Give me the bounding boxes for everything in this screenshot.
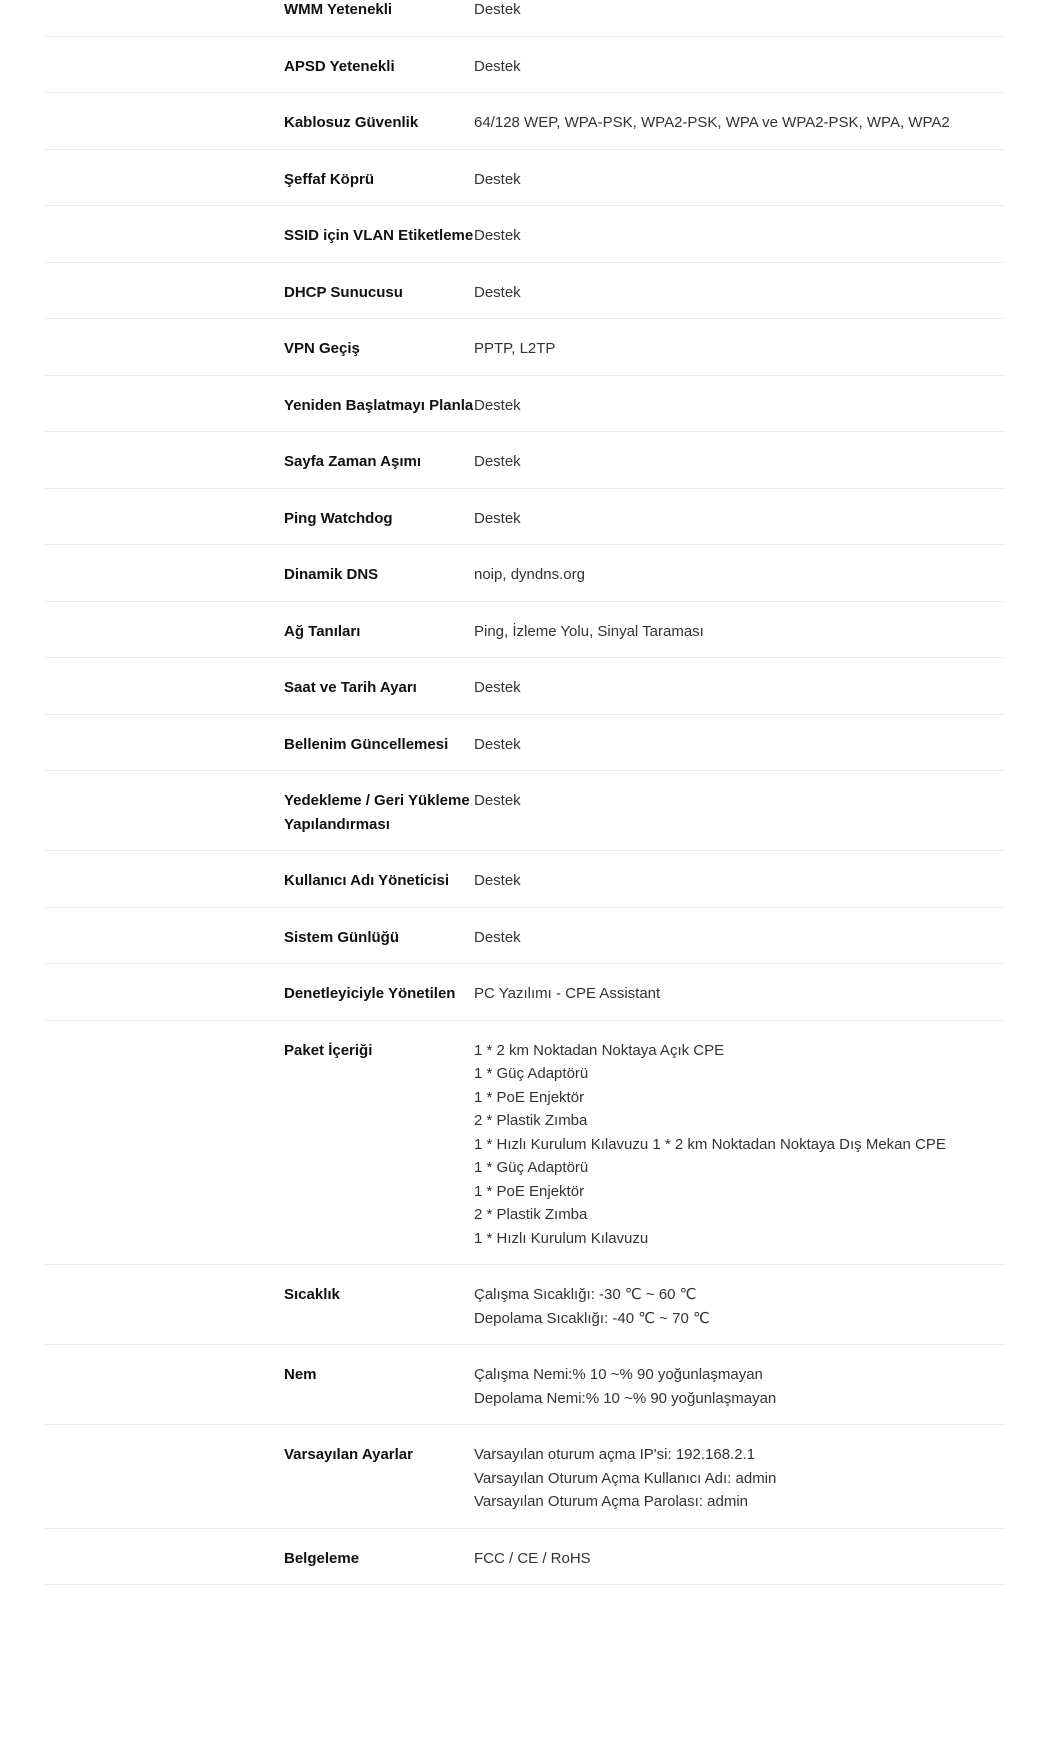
spec-value-line: Depolama Nemi:% 10 ~% 90 yoğunlaşmayan	[474, 1389, 777, 1407]
spec-label: Sistem Günlüğü	[284, 928, 400, 946]
spec-label: SSID için VLAN Etiketleme	[284, 227, 474, 244]
spec-label: Yeniden Başlatmayı Planla	[284, 396, 474, 414]
spec-value	[474, 111, 1005, 135]
spec-label: WMM Yetenekli	[284, 1, 393, 18]
spec-label: Bellenim Güncellemesi	[284, 735, 449, 753]
spec-label: Yedekleme / Geri Yükleme Yapılandırması	[284, 792, 470, 833]
spec-value	[474, 926, 1005, 950]
spec-value	[474, 450, 1005, 474]
spec-row	[45, 851, 1005, 908]
spec-row	[45, 1265, 1005, 1345]
spec-value	[474, 869, 1005, 893]
spec-value-line: PPTP, L2TP	[474, 340, 556, 357]
spec-label: DHCP Sunucusu	[284, 283, 403, 301]
spec-value-line: Depolama Sıcaklığı: -40 ℃ ~ 70 ℃	[474, 1309, 710, 1327]
spec-value-line: Çalışma Sıcaklığı: -30 ℃ ~ 60 ℃	[474, 1286, 697, 1303]
spec-label: APSD Yetenekli	[284, 57, 395, 75]
spec-label: Sıcaklık	[284, 1286, 340, 1303]
spec-value-line: Destek	[474, 57, 521, 75]
spec-value-line: 64/128 WEP, WPA-PSK, WPA2-PSK, WPA ve WPA2-PSK, WPA, WPA2	[474, 114, 950, 131]
spec-label: Nem	[284, 1366, 317, 1383]
spec-value	[474, 337, 1005, 361]
spec-label: Saat ve Tarih Ayarı	[284, 679, 417, 696]
spec-value	[474, 1443, 1005, 1514]
spec-row	[45, 376, 1005, 433]
spec-value-line: 2 * Plastik Zımba	[474, 1206, 588, 1223]
spec-value	[474, 1039, 1005, 1251]
spec-value-line: Destek	[474, 1, 521, 18]
spec-value	[474, 224, 1005, 248]
spec-value	[474, 55, 1005, 79]
spec-row	[45, 1529, 1005, 1586]
spec-value-line: 1 * Güç Adaptörü	[474, 1159, 589, 1176]
spec-value	[474, 620, 1005, 644]
spec-value	[474, 507, 1005, 531]
spec-row	[45, 658, 1005, 715]
spec-value-line: 1 * Güç Adaptörü	[474, 1065, 589, 1082]
spec-label: Belgeleme	[284, 1549, 360, 1567]
spec-value	[474, 168, 1005, 192]
spec-label: Paket İçeriği	[284, 1041, 373, 1059]
spec-value-line: Varsayılan Oturum Açma Parolası: admin	[474, 1493, 748, 1510]
spec-value	[474, 281, 1005, 305]
spec-value-line: Destek	[474, 509, 521, 527]
spec-value	[474, 733, 1005, 757]
spec-label: VPN Geçiş	[284, 340, 360, 357]
spec-value	[474, 563, 1005, 587]
spec-value-line: 2 * Plastik Zımba	[474, 1112, 588, 1129]
spec-value-line: 1 * PoE Enjektör	[474, 1182, 585, 1200]
spec-row	[45, 150, 1005, 207]
spec-value-line: 1 * PoE Enjektör	[474, 1088, 585, 1106]
spec-row	[45, 1345, 1005, 1425]
spec-value-line: Destek	[474, 283, 521, 301]
spec-row	[45, 1425, 1005, 1529]
spec-value	[474, 1547, 1005, 1571]
spec-label: Ping Watchdog	[284, 509, 393, 527]
spec-value-line: PC Yazılımı - CPE Assistant	[474, 985, 661, 1002]
spec-value-line: Destek	[474, 453, 521, 470]
spec-value	[474, 982, 1005, 1006]
spec-value-line: Destek	[474, 396, 521, 414]
spec-value-line: Destek	[474, 928, 521, 946]
spec-value	[474, 1363, 1005, 1410]
spec-row	[45, 206, 1005, 263]
spec-value-line: 1 * 2 km Noktadan Noktaya Açık CPE	[474, 1041, 725, 1059]
spec-value-line: Destek	[474, 872, 521, 889]
spec-row	[45, 319, 1005, 376]
spec-label: Sayfa Zaman Aşımı	[284, 453, 421, 470]
spec-value-line: Ping, İzleme Yolu, Sinyal Taraması	[474, 622, 704, 640]
spec-value	[474, 394, 1005, 418]
spec-value-line: 1 * Hızlı Kurulum Kılavuzu 1 * 2 km Noktadan Noktaya Dış Mekan CPE	[474, 1135, 946, 1153]
spec-row	[45, 715, 1005, 772]
spec-table	[45, 0, 1005, 1585]
spec-row	[45, 432, 1005, 489]
spec-label: Kablosuz Güvenlik	[284, 114, 419, 131]
spec-value-line: Varsayılan Oturum Açma Kullanıcı Adı: admin	[474, 1469, 777, 1487]
spec-label: Dinamik DNS	[284, 566, 379, 583]
spec-label: Kullanıcı Adı Yöneticisi	[284, 872, 450, 889]
spec-row	[45, 545, 1005, 602]
spec-value-line: Destek	[474, 792, 521, 809]
spec-value-line: noip, dyndns.org	[474, 566, 585, 583]
spec-label: Ağ Tanıları	[284, 622, 361, 640]
spec-value-line: Varsayılan oturum açma IP'si: 192.168.2.1	[474, 1446, 756, 1463]
spec-value	[474, 789, 1005, 813]
spec-value-line: Destek	[474, 170, 521, 188]
spec-value	[474, 676, 1005, 700]
spec-value-line: Destek	[474, 679, 521, 696]
spec-row	[45, 602, 1005, 659]
spec-row	[45, 964, 1005, 1021]
spec-label: Şeffaf Köprü	[284, 170, 374, 188]
spec-row	[45, 0, 1005, 37]
spec-value-line: Destek	[474, 227, 521, 244]
spec-value-line: FCC / CE / RoHS	[474, 1549, 591, 1567]
spec-row	[45, 93, 1005, 150]
spec-value	[474, 1283, 1005, 1330]
spec-row	[45, 263, 1005, 320]
spec-row	[45, 489, 1005, 546]
spec-label: Varsayılan Ayarlar	[284, 1446, 413, 1463]
spec-label: Denetleyiciyle Yönetilen	[284, 985, 456, 1002]
spec-row	[45, 771, 1005, 851]
spec-row	[45, 37, 1005, 94]
spec-value	[474, 0, 1005, 22]
spec-value-line: 1 * Hızlı Kurulum Kılavuzu	[474, 1229, 649, 1247]
spec-row	[45, 908, 1005, 965]
spec-value-line: Destek	[474, 735, 521, 753]
spec-row	[45, 1021, 1005, 1266]
spec-value-line: Çalışma Nemi:% 10 ~% 90 yoğunlaşmayan	[474, 1366, 763, 1383]
